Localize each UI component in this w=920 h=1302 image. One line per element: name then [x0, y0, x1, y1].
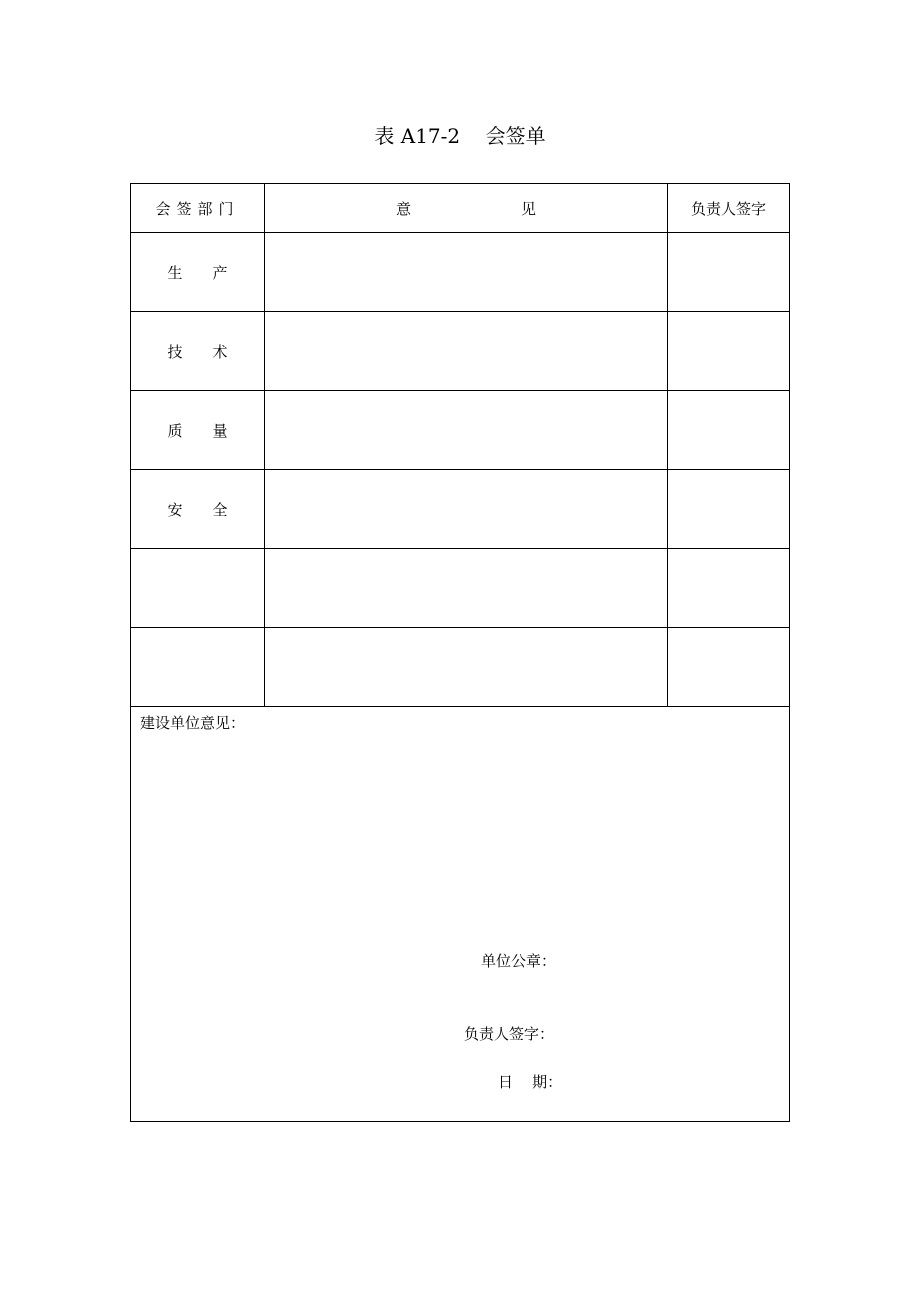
table-row [131, 628, 790, 707]
signature-cell[interactable] [668, 233, 790, 312]
opinion-cell[interactable] [265, 628, 668, 707]
signature-cell[interactable] [668, 391, 790, 470]
department-cell [131, 233, 265, 312]
header-signature-label: 负责人签字 [690, 199, 766, 218]
table-row [131, 470, 790, 549]
department-cell [131, 470, 265, 549]
department-label: 技术 [167, 342, 258, 361]
opinion-cell[interactable] [265, 391, 668, 470]
owner-opinion-label: 建设单位意见： [140, 714, 246, 732]
table-row [131, 391, 790, 470]
signature-cell[interactable] [668, 549, 790, 628]
opinion-cell[interactable] [265, 549, 668, 628]
table-row [131, 233, 790, 312]
signer-label: 负责人签字： [464, 1025, 555, 1043]
signature-cell[interactable] [668, 470, 790, 549]
opinion-cell[interactable] [265, 312, 668, 391]
department-cell [131, 312, 265, 391]
date-label: 日 期： [498, 1073, 563, 1091]
owner-opinion-cell[interactable] [131, 707, 790, 1122]
countersign-table [130, 183, 790, 1122]
unit-seal-label: 单位公章： [481, 952, 557, 970]
opinion-cell[interactable] [265, 233, 668, 312]
table-row [131, 312, 790, 391]
owner-opinion-row [131, 707, 790, 1122]
signature-cell[interactable] [668, 312, 790, 391]
department-cell [131, 391, 265, 470]
department-label: 安全 [167, 500, 258, 519]
department-cell[interactable] [131, 549, 265, 628]
document-title: 表 A17-2 会签单 [374, 124, 546, 148]
table-row [131, 549, 790, 628]
department-label: 质量 [167, 421, 258, 440]
header-department [131, 184, 265, 233]
table-header-row [131, 184, 790, 233]
header-signature [668, 184, 790, 233]
header-opinion [265, 184, 668, 233]
department-cell[interactable] [131, 628, 265, 707]
opinion-cell[interactable] [265, 470, 668, 549]
department-label: 生产 [167, 263, 258, 282]
header-department-label: 会签部门 [155, 199, 240, 218]
signature-cell[interactable] [668, 628, 790, 707]
header-opinion-label: 意见 [395, 199, 646, 218]
